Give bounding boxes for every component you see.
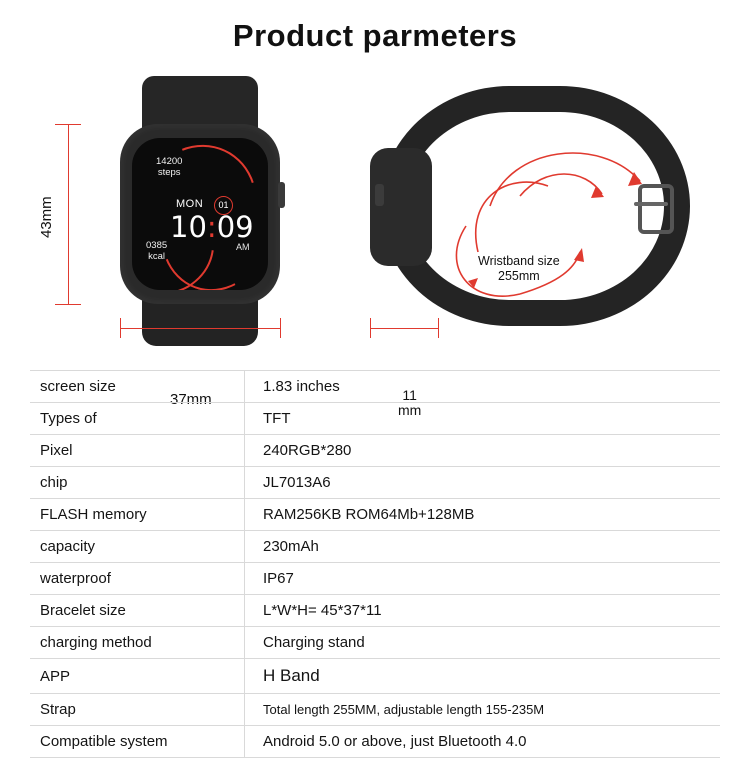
spec-value: TFT <box>263 410 291 427</box>
table-row <box>30 531 720 563</box>
height-measure-label: 43mm <box>38 196 55 238</box>
spec-key: charging method <box>30 627 245 659</box>
kcal-value: 0385 <box>146 240 168 251</box>
buckle <box>638 184 674 234</box>
spec-key: FLASH memory <box>30 499 245 531</box>
spec-value: Total length 255MM, adjustable length 155-235M <box>263 702 545 717</box>
watch-body-side <box>370 148 432 266</box>
wristband-size-title: Wristband size <box>478 254 560 268</box>
spec-key: Pixel <box>30 435 245 467</box>
weekday-label: MON <box>176 198 204 210</box>
thickness-measure-tick-right <box>438 318 439 338</box>
kcal-label: kcal <box>148 251 166 262</box>
spec-key: Strap <box>30 694 245 726</box>
table-row <box>30 435 720 467</box>
page-title: Product parmeters <box>232 18 518 53</box>
watch-body <box>120 124 280 304</box>
specifications-table <box>30 370 720 758</box>
watch-front-view <box>95 76 325 326</box>
spec-value: IP67 <box>263 570 294 587</box>
spec-value: H Band <box>263 666 320 685</box>
clock-ampm: AM <box>236 242 250 252</box>
table-row <box>30 627 720 659</box>
watch-screen <box>132 138 268 290</box>
spec-value: 230mAh <box>263 538 319 555</box>
crown-button <box>278 182 285 208</box>
width-measure-tick-left <box>120 318 121 338</box>
thickness-unit: mm <box>398 402 422 418</box>
clock-hour: 10 <box>170 210 207 244</box>
steps-readout <box>156 156 182 178</box>
thickness-measure-tick-left <box>370 318 371 338</box>
clock-colon: : <box>206 210 217 244</box>
width-measure-line <box>120 328 280 329</box>
spec-value: Charging stand <box>263 634 365 651</box>
spec-key: APP <box>30 659 245 694</box>
spec-key: Compatible system <box>30 726 245 758</box>
table-row <box>30 403 720 435</box>
width-measure-label: 37mm <box>170 391 212 408</box>
spec-key: Types of <box>30 403 245 435</box>
clock-readout <box>170 210 254 244</box>
height-measure-line <box>68 124 69 304</box>
spec-key: Bracelet size <box>30 595 245 627</box>
wristband-size-callout <box>478 254 560 284</box>
spec-value: 240RGB*280 <box>263 442 352 459</box>
date-badge: 01 <box>214 196 233 215</box>
clock-minute: 09 <box>216 210 254 244</box>
watch-side-view <box>370 76 720 356</box>
steps-label: steps <box>157 167 181 178</box>
thickness-value: 11 <box>402 387 417 403</box>
spec-value: JL7013A6 <box>263 474 331 491</box>
buckle-pin <box>634 202 668 206</box>
table-row <box>30 563 720 595</box>
spec-value: RAM256KB ROM64Mb+128MB <box>263 506 475 523</box>
spec-key: screen size <box>30 371 245 403</box>
spec-value: L*W*H= 45*37*11 <box>263 602 382 619</box>
table-row <box>30 499 720 531</box>
side-button <box>375 184 384 206</box>
table-row <box>30 694 720 726</box>
table-row <box>30 659 720 694</box>
steps-value: 14200 <box>156 156 183 167</box>
spec-value: 1.83 inches <box>263 378 340 395</box>
height-measure-tick-top <box>55 124 81 125</box>
table-row <box>30 371 720 403</box>
spec-key: waterproof <box>30 563 245 595</box>
table-row <box>30 595 720 627</box>
thickness-measure-line <box>370 328 438 329</box>
table-row <box>30 726 720 758</box>
table-row <box>30 467 720 499</box>
height-measure-tick-bottom <box>55 304 81 305</box>
width-measure-tick-right <box>280 318 281 338</box>
spec-value: Android 5.0 or above, just Bluetooth 4.0 <box>263 733 527 750</box>
kcal-readout <box>146 240 167 262</box>
spec-key: capacity <box>30 531 245 563</box>
spec-key: chip <box>30 467 245 499</box>
wristband-size-value: 255mm <box>498 269 540 283</box>
